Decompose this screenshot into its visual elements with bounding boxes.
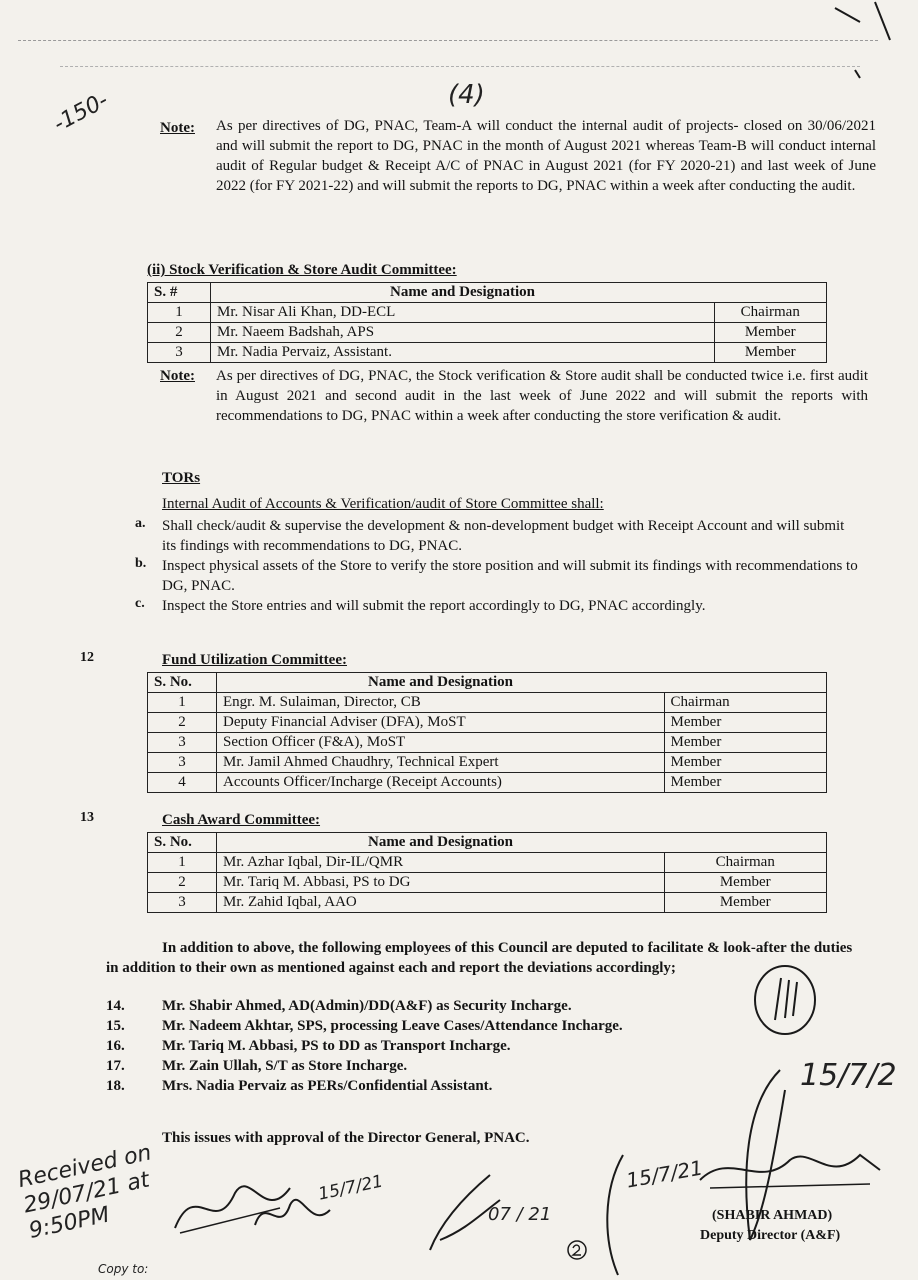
serial-cell: 1 — [148, 303, 211, 323]
table-row — [148, 713, 827, 733]
duty-number: 17. — [106, 1058, 125, 1074]
table-row — [148, 753, 827, 773]
role-cell: Chairman — [664, 693, 827, 713]
signatory-designation: Deputy Director (A&F) — [700, 1228, 841, 1243]
tors-title: TORs — [162, 470, 201, 486]
note-signature-stroke — [598, 1150, 638, 1280]
fund-committee-title: Fund Utilization Committee: — [162, 652, 347, 668]
serial-cell: 3 — [148, 753, 217, 773]
table-row — [148, 343, 827, 363]
cash-committee-number: 13 — [80, 810, 94, 825]
role-header — [664, 673, 827, 693]
serial-cell: 2 — [148, 873, 217, 893]
table-row — [148, 773, 827, 793]
serial-cell: 3 — [148, 733, 217, 753]
duty-text: Mr. Tariq M. Abbasi, PS to DD as Transport Incharge. — [162, 1038, 511, 1054]
table-header-row — [148, 673, 827, 693]
fund-committee-table — [147, 672, 827, 793]
note2-text: As per directives of DG, PNAC, the Stock verification & Store audit shall be conducted twice i.e. first audit in August 2021 and second audit in the last week of June 2022 and will submit the reports with recommendations to DG, PNAC within a week after conducting the store verification & audit. — [216, 368, 868, 424]
margin-mark: -150- — [49, 87, 113, 138]
received-handwriting: Received on 29/07/21 at 9:50PM — [15, 1140, 154, 1244]
role-cell: Chairman — [664, 853, 827, 873]
serial-cell: 1 — [148, 693, 217, 713]
name-cell: Engr. M. Sulaiman, Director, CB — [217, 693, 665, 713]
approval-line: This issues with approval of the Director General, PNAC. — [162, 1130, 530, 1146]
serial-header: S. No. — [148, 673, 217, 693]
table-row — [148, 893, 827, 913]
name-cell: Mr. Nisar Ali Khan, DD-ECL — [211, 303, 715, 323]
table-row — [148, 853, 827, 873]
name-cell: Mr. Tariq M. Abbasi, PS to DG — [217, 873, 665, 893]
fund-committee-number: 12 — [80, 650, 94, 665]
tor-a-text: Shall check/audit & supervise the development & non-development budget with Receipt Account and will submit its findings with recommendations to DG, PNAC. — [162, 518, 845, 554]
tor-a-mark: a. — [135, 516, 146, 531]
tors-subtitle: Internal Audit of Accounts & Verification/audit of Store Committee shall: — [162, 496, 604, 512]
cash-committee-title: Cash Award Committee: — [162, 812, 321, 828]
serial-cell: 2 — [148, 713, 217, 733]
shabir-signature — [690, 1140, 890, 1200]
name-header: Name and Designation — [217, 833, 665, 853]
handwritten-date-2: 15/7/21 — [316, 1171, 385, 1205]
duty-number: 14. — [106, 998, 125, 1014]
handwritten-date-3: 15/7/21 — [624, 1155, 705, 1193]
duty-text: Mrs. Nadia Pervaiz as PERs/Confidential Assistant. — [162, 1078, 493, 1094]
name-cell: Mr. Nadia Pervaiz, Assistant. — [211, 343, 715, 363]
stock-committee-title: (ii) Stock Verification & Store Audit Committee: — [147, 262, 457, 278]
top-dashed-line — [18, 40, 878, 41]
note1-label: Note: — [160, 120, 195, 136]
note2-label: Note: — [160, 368, 195, 384]
table-row — [148, 733, 827, 753]
table-row — [148, 323, 827, 343]
serial-cell: 4 — [148, 773, 217, 793]
duty-text: Mr. Shabir Ahmed, AD(Admin)/DD(A&F) as Security Incharge. — [162, 998, 572, 1014]
corner-ink-marks — [820, 0, 910, 110]
duty-number: 16. — [106, 1038, 125, 1054]
table-header-row — [148, 283, 827, 303]
role-cell: Member — [664, 713, 827, 733]
name-cell: Accounts Officer/Incharge (Receipt Accounts) — [217, 773, 665, 793]
serial-header: S. # — [148, 283, 211, 303]
tariq-signature — [250, 1185, 340, 1245]
tor-c-text: Inspect the Store entries and will submit the report accordingly to DG, PNAC accordingly. — [162, 598, 706, 614]
name-cell: Mr. Zahid Iqbal, AAO — [217, 893, 665, 913]
cash-committee-table — [147, 832, 827, 913]
role-header — [714, 283, 827, 303]
addition-paragraph: In addition to above, the following employees of this Council are deputed to facilitate & look-after the duties in addition to their own as mentioned against each and report the deviations accordingly; — [106, 940, 853, 976]
role-cell: Member — [664, 893, 827, 913]
serial-cell: 3 — [148, 893, 217, 913]
handwritten-date-1: 15/7/2 — [800, 1058, 897, 1093]
table-row — [148, 303, 827, 323]
note1-text: As per directives of DG, PNAC, Team-A will conduct the internal audit of projects- closed on 30/06/2021 and will submit the report to DG, PNAC in the month of August 2021 whereas Team-B will conduct internal audit of Regular budget & Receipt A/C of PNAC in August 2021 (for FY 2020-21) and last week of June 2022 (for FY 2021-22) and will submit the reports to DG, PNAC within a week after conducting the audit. — [216, 118, 876, 194]
table-row — [148, 693, 827, 713]
serial-cell: 2 — [148, 323, 211, 343]
name-cell: Section Officer (F&A), MoST — [217, 733, 665, 753]
initials-signature — [745, 960, 825, 1040]
role-header — [664, 833, 827, 853]
handwritten-date-4: 07 / 21 — [488, 1204, 552, 1225]
role-cell: Chairman — [714, 303, 827, 323]
tor-b-text: Inspect physical assets of the Store to verify the store position and will submit its findings with recommendations to DG, PNAC. — [162, 558, 858, 594]
tor-b-mark: b. — [135, 556, 147, 571]
top-dashed-line-2 — [60, 66, 860, 67]
duty-number: 15. — [106, 1018, 125, 1034]
page-number: (4) — [448, 80, 485, 110]
name-cell: Mr. Naeem Badshah, APS — [211, 323, 715, 343]
table-header-row — [148, 833, 827, 853]
duty-text: Mr. Nadeem Akhtar, SPS, processing Leave Cases/Attendance Incharge. — [162, 1018, 623, 1034]
role-cell: Member — [664, 773, 827, 793]
role-cell: Member — [664, 873, 827, 893]
duty-number: 18. — [106, 1078, 125, 1094]
serial-cell: 3 — [148, 343, 211, 363]
role-cell: Member — [664, 753, 827, 773]
role-cell: Member — [714, 323, 827, 343]
table-row — [148, 873, 827, 893]
name-header: Name and Designation — [217, 673, 665, 693]
role-cell: Member — [714, 343, 827, 363]
name-cell: Mr. Azhar Iqbal, Dir-IL/QMR — [217, 853, 665, 873]
signatory-name: (SHABIR AHMAD) — [712, 1208, 833, 1223]
circled-number-mark — [565, 1238, 589, 1262]
name-cell: Mr. Jamil Ahmed Chaudhry, Technical Expert — [217, 753, 665, 773]
serial-header: S. No. — [148, 833, 217, 853]
serial-cell: 1 — [148, 853, 217, 873]
role-cell: Member — [664, 733, 827, 753]
copy-to-label: Copy to: — [98, 1262, 149, 1276]
nadeem-signature — [420, 1170, 520, 1260]
stock-committee-table — [147, 282, 827, 363]
duty-text: Mr. Zain Ullah, S/T as Store Incharge. — [162, 1058, 408, 1074]
tor-c-mark: c. — [135, 596, 145, 611]
name-header: Name and Designation — [211, 283, 715, 303]
name-cell: Deputy Financial Adviser (DFA), MoST — [217, 713, 665, 733]
